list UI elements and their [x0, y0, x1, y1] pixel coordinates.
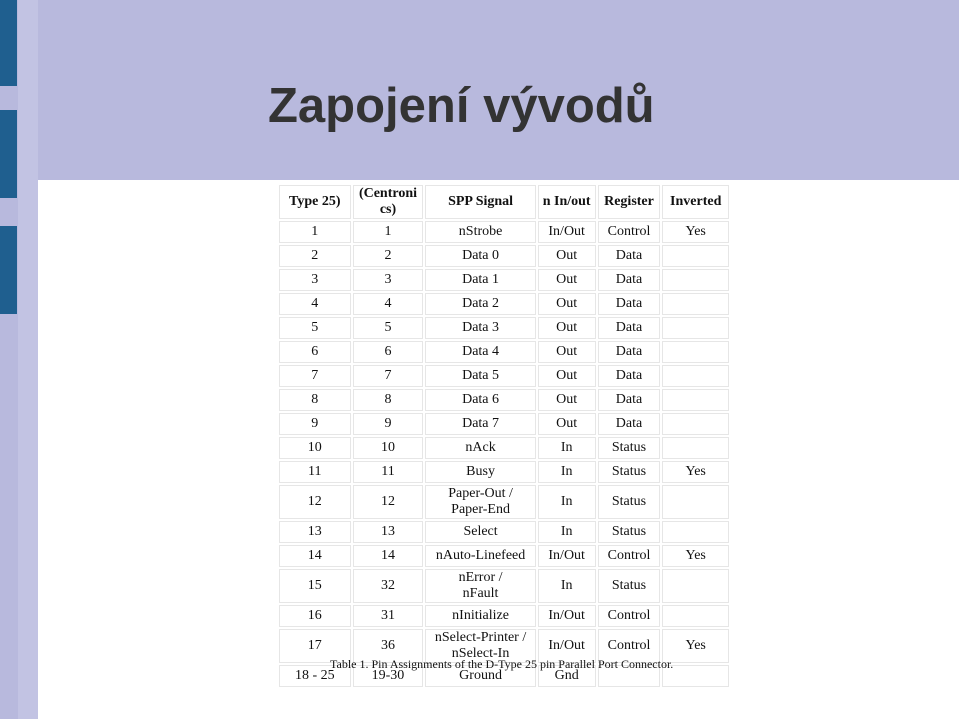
cell-spp-signal: Ground	[425, 665, 535, 687]
cell-inverted	[662, 269, 729, 291]
cell-centronics-pin: 6	[353, 341, 424, 363]
table-header-row	[279, 185, 729, 219]
header-type25: Type 25)	[279, 185, 351, 219]
pin-table-container	[277, 183, 731, 689]
header-direction: n In/out	[538, 185, 596, 219]
cell-inverted	[662, 365, 729, 387]
cell-inverted: Yes	[662, 545, 729, 567]
cell-inverted	[662, 341, 729, 363]
cell-centronics-pin: 31	[353, 605, 424, 627]
table-row	[279, 485, 729, 519]
cell-spp-signal: Data 3	[425, 317, 535, 339]
cell-register: Data	[598, 317, 661, 339]
table-row	[279, 545, 729, 567]
cell-type25-pin: 12	[279, 485, 351, 519]
table-row	[279, 341, 729, 363]
cell-type25-pin: 17	[279, 629, 351, 663]
table-row	[279, 221, 729, 243]
cell-inverted: Yes	[662, 461, 729, 483]
cell-inverted	[662, 389, 729, 411]
cell-direction: Out	[538, 389, 596, 411]
cell-inverted: Yes	[662, 221, 729, 243]
cell-register: Status	[598, 569, 661, 603]
cell-type25-pin: 15	[279, 569, 351, 603]
cell-centronics-pin: 12	[353, 485, 424, 519]
table-row	[279, 521, 729, 543]
cell-inverted	[662, 317, 729, 339]
cell-inverted	[662, 245, 729, 267]
cell-inverted	[662, 437, 729, 459]
cell-centronics-pin: 19-30	[353, 665, 424, 687]
cell-direction: Out	[538, 269, 596, 291]
cell-type25-pin: 8	[279, 389, 351, 411]
table-row	[279, 605, 729, 627]
cell-direction: Gnd	[538, 665, 596, 687]
cell-register: Control	[598, 605, 661, 627]
table-row	[279, 461, 729, 483]
cell-register: Status	[598, 521, 661, 543]
signal-line: nSelect-In	[451, 646, 510, 661]
cell-centronics-pin: 7	[353, 365, 424, 387]
cell-spp-signal: nAck	[425, 437, 535, 459]
cell-centronics-pin: 10	[353, 437, 424, 459]
cell-spp-signal	[425, 569, 535, 603]
cell-spp-signal: Data 6	[425, 389, 535, 411]
pin-assignment-table	[277, 183, 731, 689]
cell-register: Data	[598, 245, 661, 267]
cell-centronics-pin: 1	[353, 221, 424, 243]
cell-type25-pin: 16	[279, 605, 351, 627]
cell-direction: Out	[538, 293, 596, 315]
cell-inverted	[662, 569, 729, 603]
table-body	[279, 221, 729, 687]
cell-register: Data	[598, 269, 661, 291]
cell-type25-pin: 2	[279, 245, 351, 267]
cell-centronics-pin: 5	[353, 317, 424, 339]
cell-spp-signal: Data 0	[425, 245, 535, 267]
cell-register: Data	[598, 293, 661, 315]
cell-type25-pin: 7	[279, 365, 351, 387]
table-row	[279, 365, 729, 387]
signal-line: nError /	[458, 570, 503, 585]
cell-direction: Out	[538, 341, 596, 363]
cell-type25-pin: 11	[279, 461, 351, 483]
cell-type25-pin: 4	[279, 293, 351, 315]
cell-centronics-pin: 8	[353, 389, 424, 411]
cell-spp-signal	[425, 485, 535, 519]
cell-direction: Out	[538, 317, 596, 339]
cell-register: Data	[598, 413, 661, 435]
table-row	[279, 413, 729, 435]
cell-type25-pin: 13	[279, 521, 351, 543]
cell-direction: In/Out	[538, 629, 596, 663]
header-centronics: (Centroni cs)	[353, 185, 424, 219]
cell-centronics-pin: 36	[353, 629, 424, 663]
accent-bar	[0, 110, 17, 198]
cell-spp-signal: nAuto-Linefeed	[425, 545, 535, 567]
cell-type25-pin: 5	[279, 317, 351, 339]
cell-register: Data	[598, 341, 661, 363]
cell-register: Status	[598, 461, 661, 483]
cell-type25-pin: 18 - 25	[279, 665, 351, 687]
cell-direction: Out	[538, 365, 596, 387]
cell-type25-pin: 1	[279, 221, 351, 243]
cell-spp-signal: nStrobe	[425, 221, 535, 243]
table-caption: Table 1. Pin Assignments of the D-Type 25 pin Parallel Port Connector.	[330, 657, 674, 671]
cell-register: Control	[598, 629, 661, 663]
cell-spp-signal: Data 1	[425, 269, 535, 291]
table-row	[279, 245, 729, 267]
signal-line: Paper-End	[451, 502, 510, 517]
cell-register: Status	[598, 485, 661, 519]
cell-register: Data	[598, 389, 661, 411]
cell-direction: In/Out	[538, 545, 596, 567]
signal-line: nSelect-Printer /	[434, 630, 527, 645]
signal-line: Paper-Out /	[448, 486, 513, 501]
cell-inverted	[662, 485, 729, 519]
cell-spp-signal: Data 2	[425, 293, 535, 315]
cell-spp-signal: Data 4	[425, 341, 535, 363]
cell-register: Status	[598, 437, 661, 459]
cell-direction: In	[538, 569, 596, 603]
cell-spp-signal: nInitialize	[425, 605, 535, 627]
cell-inverted	[662, 293, 729, 315]
cell-direction: In	[538, 437, 596, 459]
cell-inverted	[662, 521, 729, 543]
signal-line: nFault	[462, 586, 499, 601]
table-row	[279, 437, 729, 459]
cell-centronics-pin: 32	[353, 569, 424, 603]
cell-type25-pin: 14	[279, 545, 351, 567]
cell-register: Control	[598, 221, 661, 243]
cell-inverted	[662, 605, 729, 627]
cell-direction: In	[538, 485, 596, 519]
cell-direction: Out	[538, 245, 596, 267]
cell-inverted	[662, 413, 729, 435]
left-margin-band	[18, 0, 38, 719]
cell-inverted: Yes	[662, 629, 729, 663]
cell-centronics-pin: 14	[353, 545, 424, 567]
header-register: Register	[598, 185, 661, 219]
cell-centronics-pin: 9	[353, 413, 424, 435]
cell-type25-pin: 3	[279, 269, 351, 291]
cell-register: Data	[598, 365, 661, 387]
slide-title: Zapojení vývodů	[268, 79, 655, 133]
header-spp-signal: SPP Signal	[425, 185, 535, 219]
table-row	[279, 269, 729, 291]
accent-bar	[0, 0, 17, 86]
cell-centronics-pin: 3	[353, 269, 424, 291]
cell-direction: In/Out	[538, 605, 596, 627]
table-row	[279, 389, 729, 411]
cell-spp-signal: Data 5	[425, 365, 535, 387]
cell-centronics-pin: 13	[353, 521, 424, 543]
cell-register: Control	[598, 545, 661, 567]
cell-direction: In	[538, 461, 596, 483]
table-row	[279, 569, 729, 603]
cell-direction: Out	[538, 413, 596, 435]
cell-centronics-pin: 11	[353, 461, 424, 483]
table-row	[279, 293, 729, 315]
cell-centronics-pin: 2	[353, 245, 424, 267]
cell-type25-pin: 6	[279, 341, 351, 363]
header-inverted: Inverted	[662, 185, 729, 219]
cell-type25-pin: 9	[279, 413, 351, 435]
cell-type25-pin: 10	[279, 437, 351, 459]
cell-centronics-pin: 4	[353, 293, 424, 315]
cell-spp-signal: Data 7	[425, 413, 535, 435]
accent-bar	[0, 226, 17, 314]
cell-direction: In/Out	[538, 221, 596, 243]
cell-spp-signal: Busy	[425, 461, 535, 483]
table-row	[279, 317, 729, 339]
cell-direction: In	[538, 521, 596, 543]
table-top-cover	[277, 180, 733, 184]
cell-spp-signal: Select	[425, 521, 535, 543]
